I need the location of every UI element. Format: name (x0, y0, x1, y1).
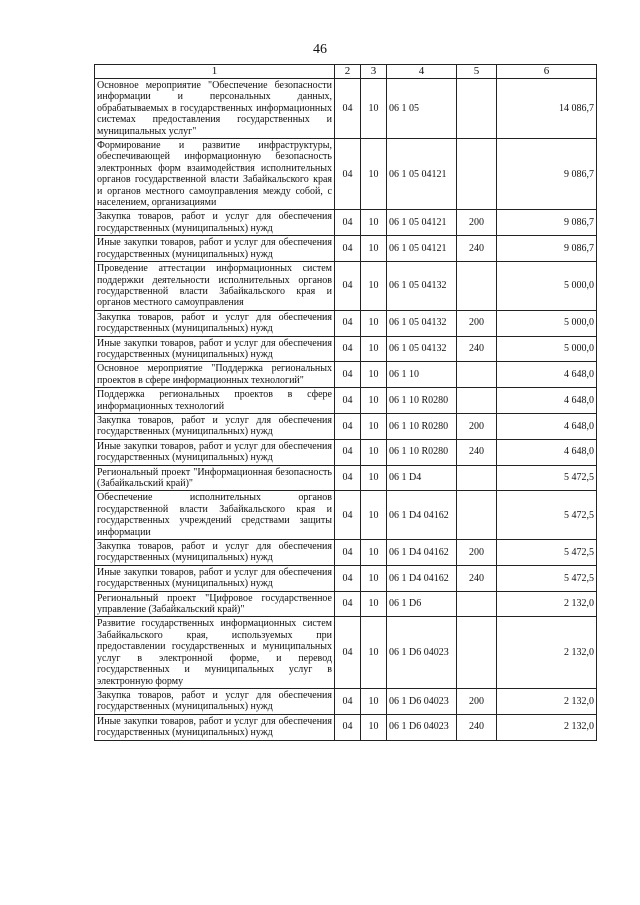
row-name: Закупка товаров, работ и услуг для обеспечения государственных (муниципальных) нужд (95, 210, 335, 236)
row-amount: 5 000,0 (497, 310, 597, 336)
table-header-row (95, 65, 597, 79)
row-target-code: 06 1 D4 (387, 465, 457, 491)
row-section: 04 (335, 591, 361, 617)
row-name: Формирование и развитие инфраструктуры, обеспечивающей информационную безопасность электронных форм взаимодействия исполнительных органов государственной власти Забайкальского края и органов местного самоуправления между собой, с населением, организациями (95, 139, 335, 210)
row-name: Развитие государственных информационных систем Забайкальского края, используемых при предоставлении государственных и муниципальных услуг в электронной форме, и перевод государственных и муниципальных услуг в электронную форму (95, 617, 335, 688)
row-subsection: 10 (361, 262, 387, 311)
row-amount: 2 132,0 (497, 714, 597, 740)
row-expense-type (457, 465, 497, 491)
row-expense-type: 240 (457, 336, 497, 362)
row-name: Закупка товаров, работ и услуг для обеспечения государственных (муниципальных) нужд (95, 413, 335, 439)
row-name: Региональный проект "Цифровое государственное управление (Забайкальский край)" (95, 591, 335, 617)
table-row (95, 362, 597, 388)
row-name: Основное мероприятие "Обеспечение безопасности информации и персональных данных, обрабатываемых в государственных информационных системах предоставления государственных и муниципальных услуг" (95, 79, 335, 139)
row-amount: 5 472,5 (497, 565, 597, 591)
row-section: 04 (335, 565, 361, 591)
row-subsection: 10 (361, 413, 387, 439)
table-body (95, 79, 597, 741)
row-subsection: 10 (361, 540, 387, 566)
row-expense-type (457, 79, 497, 139)
row-subsection: 10 (361, 591, 387, 617)
row-name: Региональный проект "Информационная безопасность (Забайкальский край)" (95, 465, 335, 491)
row-subsection: 10 (361, 210, 387, 236)
row-name: Поддержка региональных проектов в сфере информационных технологий (95, 388, 335, 414)
table-row (95, 236, 597, 262)
column-header: 3 (361, 65, 387, 79)
column-header: 4 (387, 65, 457, 79)
table-row (95, 262, 597, 311)
row-subsection: 10 (361, 565, 387, 591)
row-section: 04 (335, 79, 361, 139)
row-section: 04 (335, 310, 361, 336)
table-row (95, 79, 597, 139)
table-row (95, 714, 597, 740)
row-subsection: 10 (361, 388, 387, 414)
row-section: 04 (335, 139, 361, 210)
row-name: Основное мероприятие "Поддержка региональных проектов в сфере информационных технологий" (95, 362, 335, 388)
row-subsection: 10 (361, 714, 387, 740)
row-section: 04 (335, 236, 361, 262)
page-number: 46 (313, 42, 327, 57)
row-subsection: 10 (361, 336, 387, 362)
table-row (95, 591, 597, 617)
row-section: 04 (335, 439, 361, 465)
row-subsection: 10 (361, 79, 387, 139)
row-section: 04 (335, 388, 361, 414)
row-section: 04 (335, 336, 361, 362)
row-expense-type (457, 362, 497, 388)
row-expense-type (457, 139, 497, 210)
row-amount: 9 086,7 (497, 210, 597, 236)
row-section: 04 (335, 540, 361, 566)
row-amount: 2 132,0 (497, 591, 597, 617)
row-amount: 5 000,0 (497, 262, 597, 311)
row-expense-type: 200 (457, 540, 497, 566)
row-expense-type (457, 491, 497, 540)
table-row (95, 336, 597, 362)
table-row (95, 310, 597, 336)
table-row (95, 540, 597, 566)
row-subsection: 10 (361, 617, 387, 688)
row-target-code: 06 1 05 (387, 79, 457, 139)
column-header: 6 (497, 65, 597, 79)
row-target-code: 06 1 05 04132 (387, 262, 457, 311)
row-name: Проведение аттестации информационных систем поддержки деятельности исполнительных органов государственной власти Забайкальского края и органов местного самоуправления (95, 262, 335, 311)
row-section: 04 (335, 688, 361, 714)
row-section: 04 (335, 465, 361, 491)
column-header: 2 (335, 65, 361, 79)
row-subsection: 10 (361, 491, 387, 540)
row-target-code: 06 1 D6 04023 (387, 688, 457, 714)
row-expense-type: 200 (457, 688, 497, 714)
table-row (95, 413, 597, 439)
row-expense-type: 240 (457, 565, 497, 591)
row-name: Обеспечение исполнительных органов государственной власти Забайкальского края и государственных учреждений средствами защиты информации (95, 491, 335, 540)
row-name: Закупка товаров, работ и услуг для обеспечения государственных (муниципальных) нужд (95, 688, 335, 714)
row-target-code: 06 1 D6 04023 (387, 617, 457, 688)
row-subsection: 10 (361, 139, 387, 210)
row-subsection: 10 (361, 236, 387, 262)
table-row (95, 210, 597, 236)
row-subsection: 10 (361, 439, 387, 465)
table-row (95, 617, 597, 688)
row-target-code: 06 1 D4 04162 (387, 540, 457, 566)
row-section: 04 (335, 491, 361, 540)
row-amount: 5 472,5 (497, 465, 597, 491)
row-subsection: 10 (361, 310, 387, 336)
row-section: 04 (335, 617, 361, 688)
row-name: Закупка товаров, работ и услуг для обеспечения государственных (муниципальных) нужд (95, 540, 335, 566)
row-amount: 14 086,7 (497, 79, 597, 139)
table-row (95, 439, 597, 465)
row-expense-type (457, 591, 497, 617)
row-amount: 4 648,0 (497, 439, 597, 465)
row-section: 04 (335, 362, 361, 388)
table-row (95, 139, 597, 210)
row-target-code: 06 1 10 (387, 362, 457, 388)
row-target-code: 06 1 05 04132 (387, 336, 457, 362)
row-expense-type (457, 262, 497, 311)
row-section: 04 (335, 210, 361, 236)
column-header: 5 (457, 65, 497, 79)
row-target-code: 06 1 D4 04162 (387, 565, 457, 591)
row-amount: 4 648,0 (497, 413, 597, 439)
row-target-code: 06 1 10 R0280 (387, 388, 457, 414)
row-target-code: 06 1 05 04121 (387, 236, 457, 262)
row-target-code: 06 1 05 04121 (387, 210, 457, 236)
row-expense-type (457, 617, 497, 688)
row-amount: 4 648,0 (497, 362, 597, 388)
row-expense-type (457, 388, 497, 414)
column-header: 1 (95, 65, 335, 79)
row-name: Закупка товаров, работ и услуг для обеспечения государственных (муниципальных) нужд (95, 310, 335, 336)
row-subsection: 10 (361, 688, 387, 714)
row-amount: 2 132,0 (497, 617, 597, 688)
row-expense-type: 240 (457, 439, 497, 465)
row-expense-type: 200 (457, 210, 497, 236)
row-amount: 2 132,0 (497, 688, 597, 714)
row-amount: 4 648,0 (497, 388, 597, 414)
row-subsection: 10 (361, 465, 387, 491)
row-target-code: 06 1 D6 04023 (387, 714, 457, 740)
row-amount: 9 086,7 (497, 139, 597, 210)
row-target-code: 06 1 10 R0280 (387, 413, 457, 439)
row-expense-type: 240 (457, 236, 497, 262)
row-name: Иные закупки товаров, работ и услуг для обеспечения государственных (муниципальных) нужд (95, 336, 335, 362)
table-row (95, 465, 597, 491)
row-amount: 9 086,7 (497, 236, 597, 262)
table-row (95, 565, 597, 591)
row-amount: 5 000,0 (497, 336, 597, 362)
row-amount: 5 472,5 (497, 491, 597, 540)
row-target-code: 06 1 05 04132 (387, 310, 457, 336)
row-subsection: 10 (361, 362, 387, 388)
budget-table (94, 64, 597, 741)
table-row (95, 388, 597, 414)
row-name: Иные закупки товаров, работ и услуг для обеспечения государственных (муниципальных) нужд (95, 439, 335, 465)
row-expense-type: 200 (457, 413, 497, 439)
row-expense-type: 200 (457, 310, 497, 336)
row-target-code: 06 1 10 R0280 (387, 439, 457, 465)
row-name: Иные закупки товаров, работ и услуг для обеспечения государственных (муниципальных) нужд (95, 236, 335, 262)
table-row (95, 491, 597, 540)
table-row (95, 688, 597, 714)
row-name: Иные закупки товаров, работ и услуг для обеспечения государственных (муниципальных) нужд (95, 565, 335, 591)
row-expense-type: 240 (457, 714, 497, 740)
row-target-code: 06 1 D6 (387, 591, 457, 617)
row-section: 04 (335, 262, 361, 311)
row-name: Иные закупки товаров, работ и услуг для обеспечения государственных (муниципальных) нужд (95, 714, 335, 740)
row-section: 04 (335, 714, 361, 740)
row-section: 04 (335, 413, 361, 439)
row-target-code: 06 1 05 04121 (387, 139, 457, 210)
row-target-code: 06 1 D4 04162 (387, 491, 457, 540)
row-amount: 5 472,5 (497, 540, 597, 566)
